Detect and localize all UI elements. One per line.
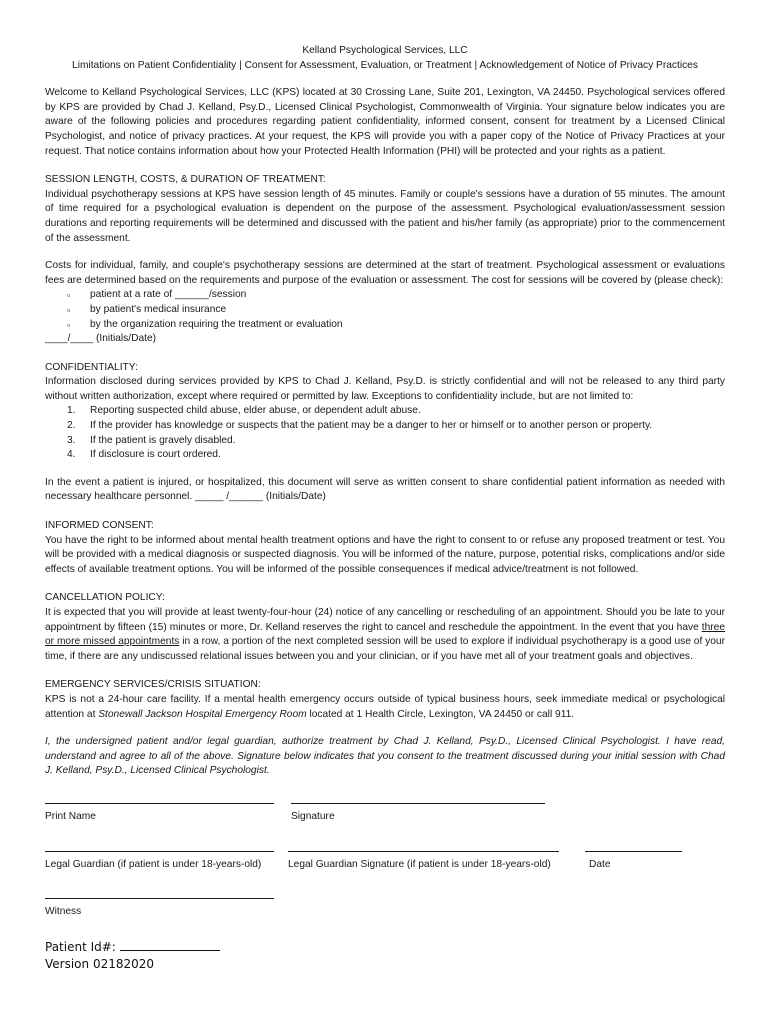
missed-appointments-emphasis: three or more missed appointments bbox=[45, 621, 725, 648]
payment-choice-insurance[interactable]: ▫ by patient's medical insurance bbox=[67, 303, 725, 318]
patient-id-blank[interactable] bbox=[120, 938, 220, 951]
exceptions-list bbox=[45, 404, 725, 462]
guardian-signature-label: Legal Guardian Signature (if patient is under 18-years-old) bbox=[288, 858, 551, 870]
date-label: Date bbox=[589, 858, 611, 870]
emergency-heading: EMERGENCY SERVICES/CRISIS SITUATION: bbox=[45, 679, 261, 691]
list-item: 1. Reporting suspected child abuse, elder abuse, or dependent adult abuse. bbox=[67, 405, 421, 417]
witness-field[interactable] bbox=[45, 898, 274, 920]
guardian-name-field[interactable] bbox=[45, 851, 274, 873]
checkbox-icon[interactable]: ▫ bbox=[67, 304, 71, 315]
authorization-statement: I, the undersigned patient and/or legal guardian, authorize treatment by Chad J. Kelland, Psy.D., Licensed Clinical Psychologist. I have read, understand and agree to all of the above. Signature below indicates that you consent to the treatment discussed during your initial session with Chad J. Kelland, Psy.D., Licensed Clinical Psychologist. bbox=[45, 736, 725, 777]
cancellation-heading: CANCELLATION POLICY: bbox=[45, 592, 165, 604]
payment-choice-organization[interactable]: ▫ by the organization requiring the treatment or evaluation bbox=[67, 318, 725, 333]
costs-paragraph: Costs for individual, family, and couple's psychotherapy sessions are determined at the start of treatment. Psychological assessment or evaluations fees are determined based on the requirements and purpose of the evaluation or assessment. The cost for sessions will be covered by (please check): bbox=[45, 260, 725, 286]
payment-choice-self[interactable]: ▫ patient at a rate of ______/session bbox=[67, 288, 725, 303]
patient-id-field[interactable] bbox=[45, 938, 725, 956]
signature-field[interactable] bbox=[291, 803, 545, 825]
guardian-name-label: Legal Guardian (if patient is under 18-years-old) bbox=[45, 858, 262, 870]
checkbox-icon[interactable]: ▫ bbox=[67, 319, 71, 330]
session-length-paragraph: Individual psychotherapy sessions at KPS have session length of 45 minutes. Family or couple's sessions have a duration of 55 minutes. The amount of time required for a psychological evaluation is dependent on the purpose of the assessment. Psychological evaluation/assessment session durations and reporting requirements will be determined and discussed with the patient and his/her family (as appropriate) prior to the commencement of the assessment. bbox=[45, 188, 725, 244]
version-label: Version 02182020 bbox=[45, 956, 155, 971]
checkbox-icon[interactable]: ▫ bbox=[67, 290, 71, 301]
signature-label: Signature bbox=[291, 810, 335, 822]
company-name: Kelland Psychological Services, LLC bbox=[302, 45, 468, 56]
informed-consent-heading: INFORMED CONSENT: bbox=[45, 520, 154, 532]
confidentiality-paragraph: Information disclosed during services provided by KPS to Chad J. Kelland, Psy.D. is strictly confidential and will not be released to any third party without written authorization, except where required or permitted by law. Exceptions to confidentiality include, but are not limited to: bbox=[45, 376, 725, 402]
signature-row-guardian bbox=[45, 851, 725, 895]
print-name-label: Print Name bbox=[45, 810, 96, 822]
informed-consent-paragraph: You have the right to be informed about mental health treatment options and have the right to consent to or refuse any proposed treatment or test. You will be provided with a medical diagnosis or suspected diagnosis. You will be informed of the nature, purpose, potential risks, complications and/or side effects of available treatment options. You will be informed of the possible consequences if medical advice/treatment is not followed. bbox=[45, 534, 725, 575]
form-subtitle: Limitations on Patient Confidentiality | Consent for Assessment, Evaluation, or Treatment | Acknowledgement of Notice of Privacy Practices bbox=[72, 59, 698, 71]
intro-paragraph: Welcome to Kelland Psychological Services, LLC (KPS) located at 30 Crossing Lane, Suite 201, Lexington, VA 24450. Psychological services offered by KPS are provided by Chad J. Kelland, Psy.D., Licensed Clinical Psychologist, Commonwealth of Virginia. Your signature below indicates you are aware of the following policies and procedures regarding patient confidentiality, informed consent, consent for treatment by a Licensed Clinical Psychologist, and notice of privacy practices. At your request, the KPS will provide you with a paper copy of the Notice of Privacy Practices at your request. That notice contains information about how your Protected Health Information (PHI) will be protected and your rights as a patient. bbox=[45, 87, 725, 157]
signature-row-patient bbox=[45, 803, 725, 847]
witness-label: Witness bbox=[45, 905, 82, 917]
guardian-signature-field[interactable] bbox=[288, 851, 559, 873]
hospitalization-consent-paragraph: In the event a patient is injured, or hospitalized, this document will serve as written consent to share confidential patient information as needed with necessary healthcare personnel. _____ /______ (Initials/Date) bbox=[45, 476, 725, 503]
session-heading: SESSION LENGTH, COSTS, & DURATION OF TREATMENT: bbox=[45, 174, 326, 186]
confidentiality-heading: CONFIDENTIALITY: bbox=[45, 361, 138, 373]
signature-row-witness bbox=[45, 898, 725, 932]
form-footer bbox=[45, 938, 725, 973]
payment-choice-list bbox=[45, 288, 725, 332]
print-name-field[interactable] bbox=[45, 803, 274, 825]
hospital-name: Stonewall Jackson Hospital Emergency Room bbox=[98, 708, 307, 720]
list-item: 4. If disclosure is court ordered. bbox=[67, 449, 221, 461]
cancellation-paragraph: It is expected that you will provide at least twenty-four-hour (24) notice of any cancelling or rescheduling of an appointment. Should you be late to your appointment by fifteen (15) minutes or more, Dr. Kelland reserves the right to cancel and reschedule the appointment. In the event that you have three or more missed appointments in a row, a portion of the next completed session will be used to explore if individual psychotherapy is a good use of your time, if there are any undiscussed relational issues between you and your clinician, or if you have met all of your treatment goals and objectives. bbox=[45, 607, 725, 662]
initials-date-line[interactable]: ____/____ (Initials/Date) bbox=[45, 333, 156, 345]
patient-id-label: Patient Id#: bbox=[45, 939, 116, 954]
emergency-paragraph: KPS is not a 24-hour care facility. If a mental health emergency occurs outside of typical business hours, seek immediate medical or psychological attention at Stonewall Jackson Hospital Emergency Room located at 1 Health Circle, Lexington, VA 24450 or call 911. bbox=[45, 693, 725, 720]
list-item: 3. If the patient is gravely disabled. bbox=[67, 434, 236, 446]
list-item: 2. If the provider has knowledge or suspects that the patient may be a danger to her or himself or to another person or property. bbox=[67, 420, 653, 432]
date-field[interactable] bbox=[585, 851, 682, 873]
